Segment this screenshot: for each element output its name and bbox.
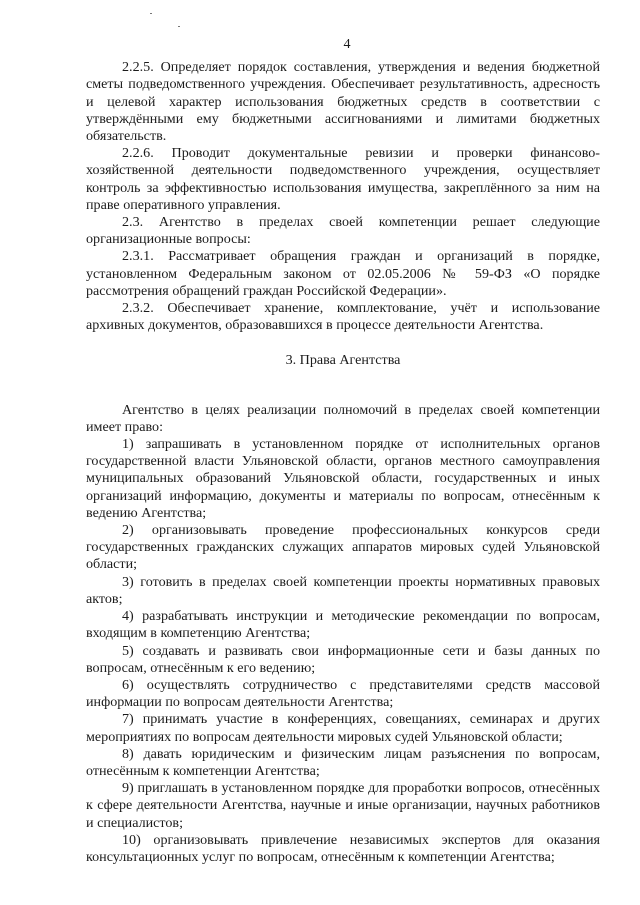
- paragraph-2-3: 2.3. Агентство в пределах своей компетенции решает следующие организационные вопросы:: [86, 214, 600, 248]
- right-item-4: 4) разрабатывать инструкции и методические рекомендации по вопросам, входящим в компетенцию Агентства;: [86, 608, 600, 642]
- right-item-1: 1) запрашивать в установленном порядке от исполнительных органов государственной власти Ульяновской области, органов местного самоуправления муниципальных образований Ульяновской области, государственных и иных организаций информацию, документы и материалы по вопросам, отнесённым к ведению Агентства;: [86, 436, 600, 521]
- right-item-9: 9) приглашать в установленном порядке для проработки вопросов, отнесённых к сфере деятельности Агентства, научные и иные организации, научных работников и специалистов;: [86, 780, 600, 831]
- page-number: 4: [343, 36, 351, 52]
- right-item-5: 5) создавать и развивать свои информационные сети и базы данных по вопросам, отнесённым к его ведению;: [86, 642, 600, 676]
- scan-speck: [150, 13, 152, 14]
- right-item-3: 3) готовить в пределах своей компетенции проекты нормативных правовых актов;: [86, 573, 600, 607]
- right-item-2: 2) организовывать проведение профессиональных конкурсов среди государственных гражданских служащих аппаратов мировых судей Ульяновской области;: [86, 522, 600, 573]
- right-item-10: 10) организовывать привлечение независимых экспертов для оказания консультационных услуг по вопросам, отнесённым к компетенции Агентства;: [86, 831, 600, 865]
- paragraph-2-2-5: 2.2.5. Определяет порядок составления, утверждения и ведения бюджетной сметы подведомственного учреждения. Обеспечивает результативность, адресность и целевой характер использования бюджетных средств в соответствии с утверждёнными ему бюджетными ассигнованиями и лимитами бюджетных обязательств.: [86, 59, 600, 145]
- paragraph-2-2-6: 2.2.6. Проводит документальные ревизии и проверки финансово-хозяйственной деятельности подведомственного учреждения, осуществляет контроль за эффективностью использования имущества, закреплённого за ним на праве оперативного управления.: [86, 145, 600, 213]
- page-body: [86, 36, 600, 866]
- right-item-8: 8) давать юридическим и физическим лицам разъяснения по вопросам, отнесённым к компетенции Агентства;: [86, 745, 600, 779]
- paragraph-2-3-1: 2.3.1. Рассматривает обращения граждан и организаций в порядке, установленном Федеральным законом от 02.05.2006 № 59-ФЗ «О порядке рассмотрения обращений граждан Российской Федерации».: [86, 248, 600, 299]
- right-item-7: 7) принимать участие в конференциях, совещаниях, семинарах и других мероприятиях по вопросам деятельности мировых судей Ульяновской области;: [86, 711, 600, 745]
- section-title: 3. Права Агентства: [285, 352, 401, 369]
- paragraph-2-3-2: 2.3.2. Обеспечивает хранение, комплектование, учёт и использование архивных документов, образовавшихся в процессе деятельности Агентства.: [86, 300, 600, 334]
- rights-intro: Агентство в целях реализации полномочий в пределах своей компетенции имеет право:: [86, 401, 600, 435]
- right-item-6: 6) осуществлять сотрудничество с представителями средств массовой информации по вопросам деятельности Агентства;: [86, 676, 600, 711]
- scan-speck: [178, 26, 180, 27]
